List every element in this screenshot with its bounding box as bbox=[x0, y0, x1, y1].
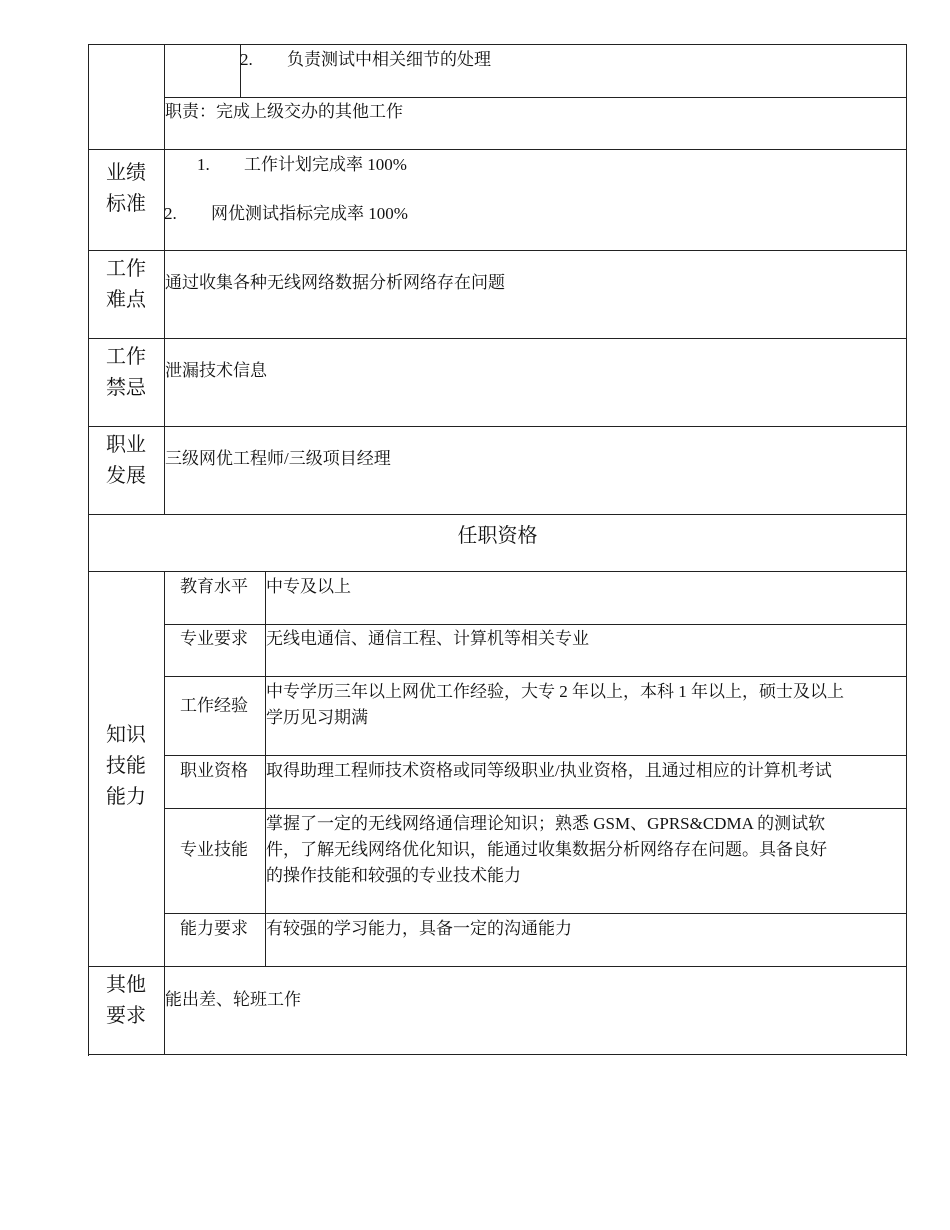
skills-value-line3: 的操作技能和较强的专业技术能力 bbox=[266, 866, 521, 885]
other-text: 能出差、轮班工作 bbox=[165, 990, 301, 1009]
career-label: 职业 发展 bbox=[106, 434, 146, 487]
difficulty-label: 工作 难点 bbox=[106, 258, 146, 311]
row-divider bbox=[88, 250, 907, 251]
experience-value-line1: 中专学历三年以上网优工作经验，大专 2 年以上，本科 1 年以上，硕士及以上 bbox=[266, 682, 844, 701]
table-border-bottom bbox=[88, 1054, 907, 1055]
certification-value: 取得助理工程师技术资格或同等级职业/执业资格，且通过相应的计算机考试 bbox=[266, 761, 832, 780]
education-value: 中专及以上 bbox=[266, 577, 351, 596]
ability-value: 有较强的学习能力，具备一定的沟通能力 bbox=[266, 919, 572, 938]
performance-item2-text: 网优测试指标完成率 100% bbox=[211, 204, 408, 223]
duty-item-text: 负责测试中相关细节的处理 bbox=[287, 50, 491, 69]
education-label: 教育水平 bbox=[180, 577, 248, 596]
performance-item1-text: 工作计划完成率 100% bbox=[244, 155, 407, 174]
experience-value-line2: 学历见习期满 bbox=[266, 708, 368, 727]
row-divider bbox=[164, 624, 907, 625]
row-divider bbox=[88, 149, 907, 150]
taboo-label: 工作 禁忌 bbox=[106, 346, 146, 399]
qualification-title: 任职资格 bbox=[457, 525, 538, 547]
skills-label: 专业技能 bbox=[180, 840, 248, 859]
job-description-table bbox=[88, 44, 907, 1056]
table-border-right bbox=[906, 44, 907, 1056]
row-divider bbox=[164, 755, 907, 756]
experience-label: 工作经验 bbox=[180, 696, 248, 715]
row-divider bbox=[164, 97, 907, 98]
other-label: 其他 要求 bbox=[106, 974, 146, 1027]
row-divider bbox=[88, 571, 907, 572]
row-divider bbox=[164, 808, 907, 809]
taboo-text: 泄漏技术信息 bbox=[165, 361, 267, 380]
knowledge-label: 知识 技能 能力 bbox=[106, 724, 146, 808]
row-divider bbox=[88, 426, 907, 427]
performance-item1-number: 1. bbox=[197, 155, 210, 174]
major-label: 专业要求 bbox=[180, 629, 248, 648]
performance-item2-number: 2. bbox=[164, 204, 177, 223]
skills-value-line2: 件，了解无线网络优化知识，能通过收集数据分析网络存在问题。具备良好 bbox=[266, 840, 827, 859]
certification-label: 职业资格 bbox=[180, 761, 248, 780]
row-divider bbox=[88, 338, 907, 339]
duty-other-text: 职责：完成上级交办的其他工作 bbox=[165, 102, 403, 121]
table-border-top bbox=[88, 44, 907, 45]
performance-label: 业绩 标准 bbox=[106, 162, 146, 215]
skills-value-line1: 掌握了一定的无线网络通信理论知识；熟悉 GSM、GPRS&CDMA 的测试软 bbox=[266, 814, 826, 833]
difficulty-text: 通过收集各种无线网络数据分析网络存在问题 bbox=[165, 273, 505, 292]
duty-item-number: 2. bbox=[240, 50, 253, 69]
ability-label: 能力要求 bbox=[180, 919, 248, 938]
row-divider bbox=[164, 676, 907, 677]
major-value: 无线电通信、通信工程、计算机等相关专业 bbox=[266, 629, 589, 648]
row-divider bbox=[88, 966, 907, 967]
row-divider bbox=[164, 913, 907, 914]
row-divider bbox=[88, 514, 907, 515]
career-text: 三级网优工程师/三级项目经理 bbox=[165, 449, 391, 468]
